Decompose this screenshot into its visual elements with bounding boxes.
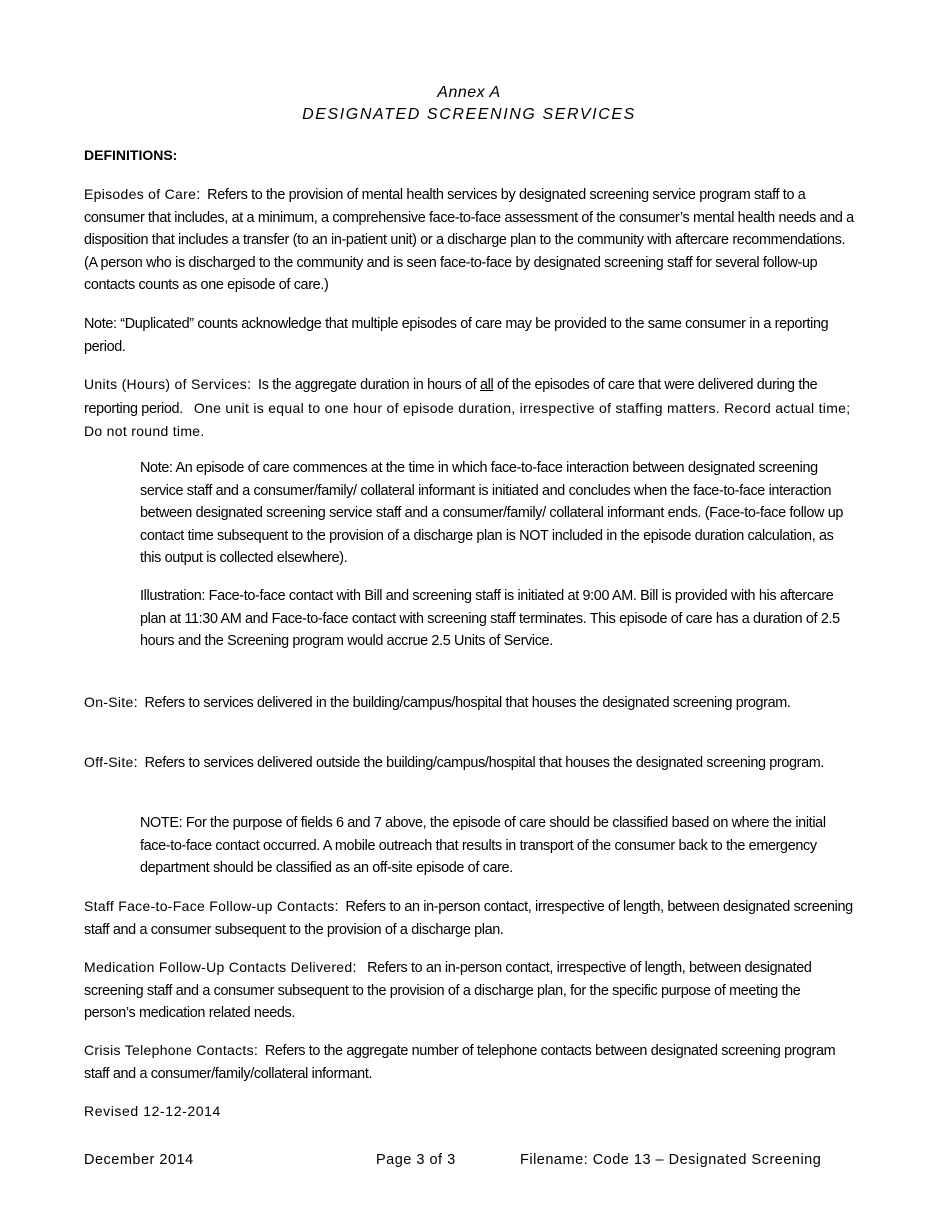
definition-text: Refers to services delivered in the building/campus/hospital that houses the designated screening program. <box>144 695 791 711</box>
revision-date: Revised 12-12-2014 <box>84 1103 221 1119</box>
definition-off-site: Off-Site: Refers to services delivered outside the building/campus/hospital that houses the designated screening program. <box>84 754 825 771</box>
site-classification-note: NOTE: For the purpose of fields 6 and 7 above, the episode of care should be classified based on where the initial face-to-face contact occurred. A mobile outreach that results in transport of the consumer back to the emergency department should be classified as an off-site episode of care. <box>140 815 826 876</box>
definition-text: Refers to an in-person contact, irrespective of length, between designated screening staff and a consumer subsequent to the provision of a discharge plan, for the specific purpose of meeting the person’s medication related needs. <box>84 960 812 1021</box>
term-label: Crisis Telephone Contacts <box>84 1042 254 1058</box>
annex-label: Annex A <box>437 84 501 101</box>
episode-duration-note: Note: An episode of care commences at the time in which face-to-face interaction between designated screening service staff and a consumer/family/ collateral informant is initiated and concludes when the face-to-face interaction between designated screening service staff and a consumer/family/ collateral informant ends. (Face-to-face follow up contact time subsequent to the provision of a discharge plan is NOT included in the episode duration calculation, as this output is collected elsewhere). <box>140 460 844 566</box>
definition-text: Refers to an in-person contact, irrespective of length, between designated screening staff and a consumer subsequent to the provision of a discharge plan. <box>84 899 853 938</box>
duplicated-counts-note: Note: “Duplicated” counts acknowledge that multiple episodes of care may be provided to the same consumer in a reporting period. <box>84 316 829 355</box>
definition-text: Refers to the provision of mental health services by designated screening service program staff to a consumer that includes, at a minimum, a comprehensive face-to-face assessment of the consumer’s mental health needs and a disposition that includes a transfer (to an in-patient unit) or a discharge plan to the community with aftercare recommendations. (A person who is discharged to the community and is seen face-to-face by designated screening staff for several follow-up contacts counts as one episode of care.) <box>84 187 854 293</box>
term-label: Staff Face-to-Face Follow-up Contacts <box>84 898 335 914</box>
term-label: Off-Site <box>84 754 134 770</box>
emphasis-all: all <box>479 377 494 393</box>
definitions-heading: DEFINITIONS: <box>84 147 178 163</box>
term-label: Medication Follow-Up Contacts Delivered <box>84 959 353 975</box>
definition-crisis-telephone: Crisis Telephone Contacts: Refers to the aggregate number of telephone contacts between designated screening program staff and a consumer/family/collateral informant. <box>84 1042 836 1082</box>
footer-filename: Filename: Code 13 – Designated Screening <box>520 1152 822 1168</box>
definition-episodes-of-care: Episodes of Care: Refers to the provision of mental health services by designated screening service program staff to a consumer that includes, at a minimum, a comprehensive face-to-face assessment of the consumer’s mental health needs and a disposition that includes a transfer (to an in-patient unit) or a discharge plan to the community with aftercare recommendations. (A person who is discharged to the community and is seen face-to-face by designated screening staff for several follow-up contacts counts as one episode of care.) <box>84 186 854 293</box>
definition-units-of-service: Units (Hours) of Services: Is the aggregate duration in hours of all of the episodes of care that were delivered during the reporting period. One unit is equal to one hour of episode duration, irrespective of staffing matters. Record actual time; Do not round time. <box>84 376 851 439</box>
units-tail-text: One unit is equal to one hour of episode duration, irrespective of staffing matters. Record actual time; Do not round time. <box>84 399 851 439</box>
term-label: Units (Hours) of Services <box>84 376 248 392</box>
definition-staff-followup: Staff Face-to-Face Follow-up Contacts: Refers to an in-person contact, irrespective of length, between designated screening staff and a consumer subsequent to the provision of a discharge plan. <box>84 898 853 938</box>
term-label: Episodes of Care <box>84 186 197 202</box>
definition-medication-followup: Medication Follow-Up Contacts Delivered: Refers to an in-person contact, irrespective of length, between designated screening staff and a consumer subsequent to the provision of a discharge plan, for the specific purpose of meeting the person’s medication related needs. <box>84 959 812 1021</box>
footer-page-number: Page 3 of 3 <box>376 1152 456 1168</box>
document-header <box>84 82 854 126</box>
definition-on-site: On-Site: Refers to services delivered in the building/campus/hospital that houses the designated screening program. <box>84 694 791 711</box>
definition-text: Refers to services delivered outside the building/campus/hospital that houses the designated screening program. <box>144 755 825 771</box>
footer-date: December 2014 <box>84 1152 194 1168</box>
illustration-paragraph: Illustration: Face-to-face contact with Bill and screening staff is initiated at 9:00 AM. Bill is provided with his aftercare plan at 11:30 AM and Face-to-face contact with screening staff terminates. This episode of care has a duration of 2.5 hours and the Screening program would accrue 2.5 Units of Service. <box>140 588 840 649</box>
document-title: DESIGNATED SCREENING SERVICES <box>302 106 636 123</box>
definition-text: Refers to the aggregate number of telephone contacts between designated screening program staff and a consumer/family/collateral informant. <box>84 1043 836 1082</box>
term-label: On-Site <box>84 694 134 710</box>
